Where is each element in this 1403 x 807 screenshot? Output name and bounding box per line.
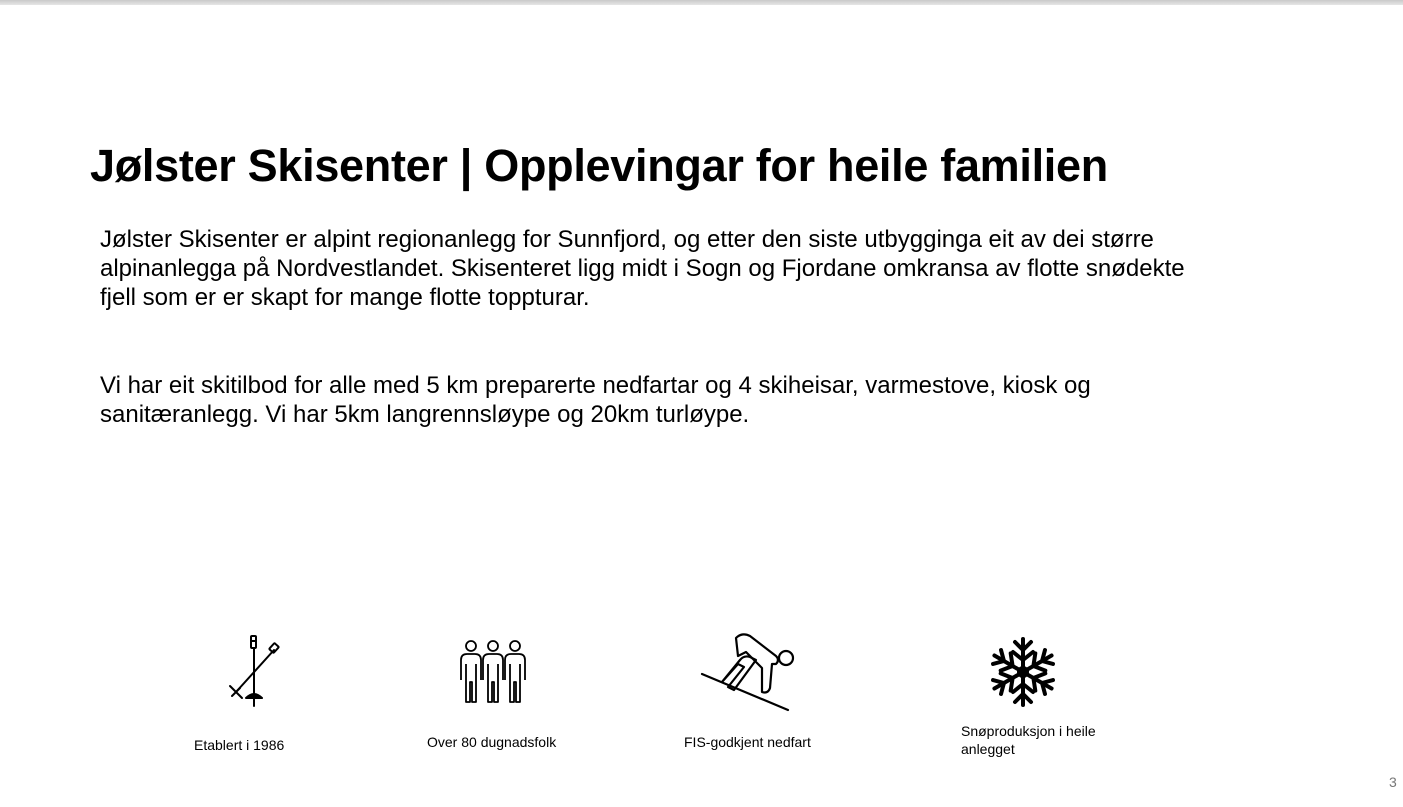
slide-title: Jølster Skisenter | Opplevingar for heile familien <box>90 140 1108 191</box>
feature-label-established: Etablert i 1986 <box>194 737 285 753</box>
ski-poles-icon <box>222 632 284 710</box>
people-group-icon <box>458 638 528 706</box>
intro-paragraph: Jølster Skisenter er alpint regionanlegg for Sunnfjord, og etter den siste utbygginga eit av dei større alpinanlegga på Nordvestlandet. Skisenteret ligg midt i Sogn og Fjordane omkransa av flotte snødekte fjell som er er skapt for mange flotte toppturar. <box>100 226 1185 311</box>
top-border <box>0 0 1403 5</box>
page-number: 3 <box>1389 774 1397 790</box>
feature-label-fis: FIS-godkjent nedfart <box>684 734 811 750</box>
snowflake-icon <box>988 634 1058 710</box>
downhill-skier-icon <box>700 630 800 712</box>
feature-label-volunteers: Over 80 dugnadsfolk <box>427 734 557 750</box>
offer-paragraph: Vi har eit skitilbod for alle med 5 km preparerte nedfartar og 4 skiheisar, varmestove, kiosk og sanitæranlegg. Vi har 5km langrennsløype og 20km turløype. <box>100 372 1091 428</box>
feature-label-snowmaking: Snøproduksjon i heile anlegget <box>961 723 1096 757</box>
